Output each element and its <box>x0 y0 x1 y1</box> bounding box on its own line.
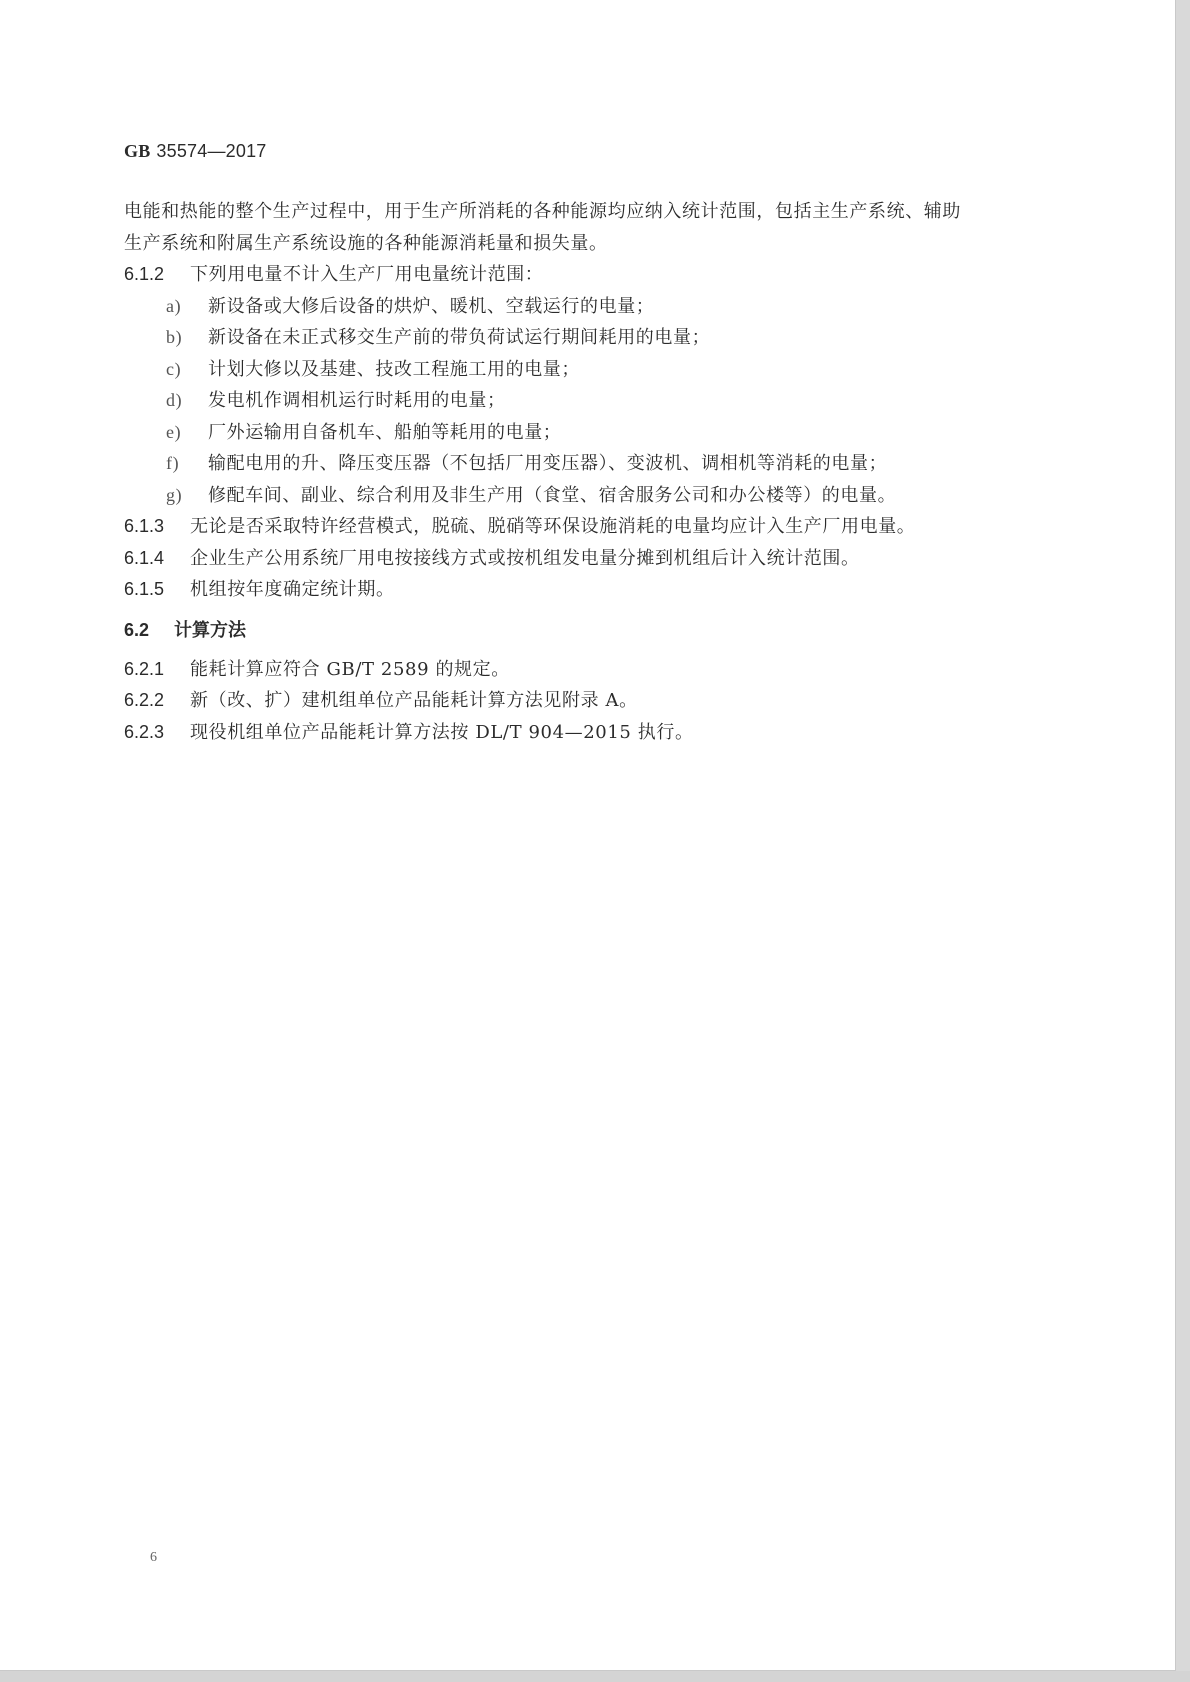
list-item-marker: g) <box>166 484 183 505</box>
standard-header <box>124 141 267 162</box>
list-item <box>124 480 1049 512</box>
clause-6-2-1 <box>124 654 1049 686</box>
list-item-marker: a) <box>166 295 182 316</box>
clause-6-1-4 <box>124 543 1049 575</box>
clause-number: 6.1.2 <box>124 264 165 284</box>
intro-line: 电能和热能的整个生产过程中，用于生产所消耗的各种能源均应纳入统计范围，包括主生产系统、辅助 <box>124 201 961 222</box>
list-item-marker: d) <box>166 390 183 410</box>
list-item-text: 发电机作调相机运行时耗用的电量； <box>208 390 506 411</box>
list-item-text: 厂外运输用自备机车、船舶等耗用的电量； <box>208 421 562 443</box>
list-item-marker: b) <box>166 327 183 347</box>
clause-number: 6.2.1 <box>124 658 165 679</box>
viewer-right-edge <box>1176 0 1190 1682</box>
list-item <box>124 417 1049 449</box>
section-heading-6-2 <box>124 618 1049 642</box>
clause-6-2-2 <box>124 685 1049 717</box>
list-item-marker: e) <box>166 421 182 442</box>
clause-text: 企业生产公用系统厂用电按接线方式或按机组发电量分摊到机组后计入统计范围。 <box>190 547 860 569</box>
list-item <box>124 354 1049 386</box>
document-body <box>124 196 1049 748</box>
clause-number: 6.1.4 <box>124 547 165 568</box>
clause-text: 新（改、扩）建机组单位产品能耗计算方法见附录 A。 <box>190 690 638 711</box>
standard-prefix: GB <box>124 141 151 161</box>
list-item <box>124 448 1049 480</box>
clause-6-1-2 <box>124 259 1049 291</box>
clause-text: 无论是否采取特许经营模式，脱硫、脱硝等环保设施消耗的电量均应计入生产厂用电量。 <box>190 516 916 537</box>
list-item-text: 修配车间、副业、综合利用及非生产用（食堂、宿舍服务公司和办公楼等）的电量。 <box>208 484 897 506</box>
clause-6-1-3 <box>124 511 1049 543</box>
clause-number: 6.1.3 <box>124 516 165 536</box>
intro-line: 生产系统和附属生产系统设施的各种能源消耗量和损失量。 <box>124 232 608 254</box>
clause-text: 下列用电量不计入生产厂用电量统计范围： <box>190 264 544 285</box>
section-title: 计算方法 <box>174 619 246 640</box>
list-item-marker: f) <box>166 453 180 473</box>
list-item-text: 输配电用的升、降压变压器（不包括厂用变压器）、变波机、调相机等消耗的电量； <box>208 453 888 474</box>
page-number: 6 <box>150 1550 157 1565</box>
clause-text: 能耗计算应符合 GB/T 2589 的规定。 <box>190 658 510 680</box>
section-number: 6.2 <box>124 619 150 640</box>
clause-6-1-5 <box>124 574 1049 606</box>
clause-number: 6.1.5 <box>124 579 165 599</box>
list-item <box>124 291 1049 323</box>
clause-6-2-3 <box>124 717 1049 749</box>
list-item-marker: c) <box>166 358 182 379</box>
list-item <box>124 385 1049 417</box>
clause-number: 6.2.3 <box>124 721 165 742</box>
list-item-text: 计划大修以及基建、技改工程施工用的电量； <box>208 358 580 380</box>
clause-text: 现役机组单位产品能耗计算方法按 DL/T 904—2015 执行。 <box>190 721 694 743</box>
list-item <box>124 322 1049 354</box>
clause-text: 机组按年度确定统计期。 <box>190 579 395 600</box>
standard-number: 35574—2017 <box>156 141 267 161</box>
clause-number: 6.2.2 <box>124 690 165 710</box>
list-item-text: 新设备在未正式移交生产前的带负荷试运行期间耗用的电量； <box>208 327 711 348</box>
list-item-text: 新设备或大修后设备的烘炉、暖机、空载运行的电量； <box>208 295 655 317</box>
viewer-bottom-edge <box>0 1671 1190 1682</box>
